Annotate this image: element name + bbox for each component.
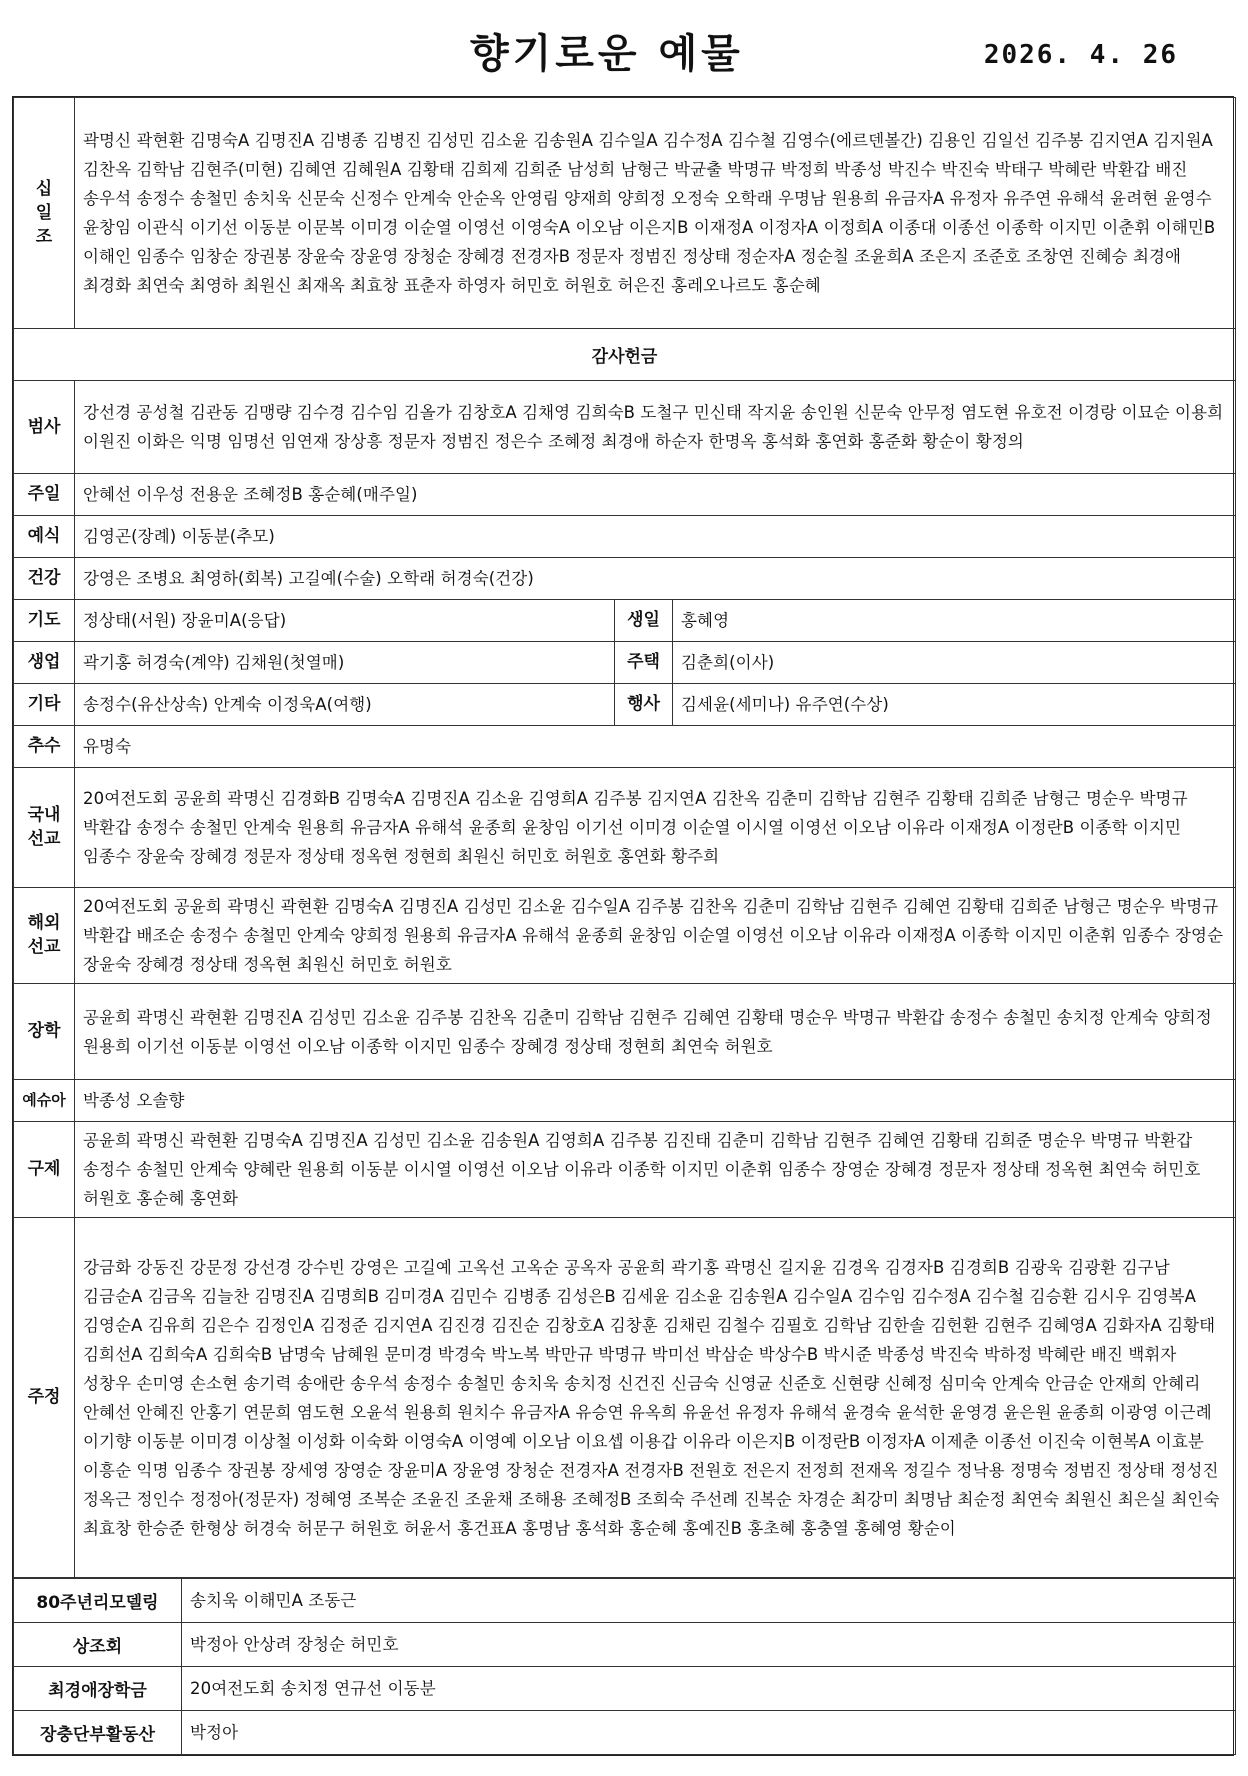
beopsa-row [14,381,1236,474]
juil-row [14,474,1236,516]
etc-names: 송정수(유산상속) 안계숙 이정욱A(여행) [75,684,615,726]
mutual-aid-label: 상조회 [14,1623,182,1667]
page-title: 향기로운 예물 [470,31,744,77]
resurrection-garden-names: 박정아 [182,1711,1236,1755]
overseas-mission-row [14,888,1236,984]
remodeling-label: 80주년리모델링 [14,1579,182,1623]
etc-label: 기타 [14,684,75,726]
regular-names: 강금화 강동진 강문정 강선경 강수빈 강영은 고길예 고옥선 고옥순 공옥자 공윤희 곽기홍 곽명신 길지윤 김경옥 김경자B 김경희B 김광욱 김광환 김구남 김금순A 김금옥 김늘찬 김명진A 김명희B 김미경A 김민수 김병종 김성은B 김세윤 김소윤 김송원A 김수일A 김수임 김수정A 김수철 김승환 김시우 김영복A 김영순A 김유희 김은수 김정인A 김정준 김지연A 김진경 김진순 김창호A 김창훈 김채린 김철수 김필호 김학남 김한솔 김헌환 김현주 김혜영A 김화자A 김황태 김희선A 김희숙A 김희숙B 남명숙 남혜원 문미경 박경숙 박노복 박만규 박명규 박미선 박삼순 박상수B 박시준 박종성 박진숙 박하정 박혜란 배진 백휘자 성창우 손미영 손소현 송기력 송애란 송우석 송정수 송철민 송치욱 송치정 신건진 신금숙 신영균 신준호 신현량 신혜정 심미숙 안계숙 안금순 안재희 안혜리 안혜선 안혜진 안홍기 연문희 염도현 오윤석 원용희 원치수 유금자A 유승연 유옥희 유윤선 유정자 유해석 윤경숙 윤석한 윤영경 윤은원 윤종희 이광영 이근례 이기향 이동분 이미경 이상철 이성화 이숙화 이영숙A 이영예 이오남 이요셉 이용갑 이유라 이은지B 이정란B 이정자A 이제춘 이종선 이진숙 이현복A 이효분 이흥순 익명 임종수 장권봉 장세영 장영순 장윤미A 장윤영 장청순 전경자A 전경자B 전원호 전은지 전정희 전재옥 정길수 정낙용 정명숙 정범진 정상태 정성진 정옥근 정인수 정정아(정문자) 정혜영 조복순 조윤진 조윤채 조해용 조혜정B 조희숙 주선례 진복순 차경순 최강미 최명남 최순정 최연숙 최원신 최은실 최인숙 최효창 한승준 한형상 허경숙 허문구 허원호 허윤서 홍건표A 홍명남 홍석화 홍순혜 홍예진B 홍초혜 홍충열 홍혜영 황순이 [75,1218,1236,1578]
business-housing-row [14,642,1236,684]
yesua-row [14,1080,1236,1122]
chusu-names: 유명숙 [75,726,1236,768]
page-date: 2026. 4. 26 [983,40,1178,70]
relief-label: 구제 [14,1122,75,1218]
remodeling-names: 송치욱 이해민A 조동근 [182,1579,1236,1623]
yesik-label: 예식 [14,516,75,558]
business-names: 곽기홍 허경숙(계약) 김채원(첫열매) [75,642,615,684]
overseas-mission-names: 20여전도회 공윤희 곽명신 곽현환 김명숙A 김명진A 김성민 김소윤 김수일A 김주봉 김찬옥 김춘미 김학남 김현주 김혜연 김황태 김희준 남형근 명순우 박명규 박환갑 배조순 송정수 송철민 안계숙 양희정 원용희 유금자A 유해석 윤종희 윤창임 이순열 이영선 이오남 이유라 이재정A 이종학 이지민 이춘휘 임종수 장영순 장윤숙 장혜경 정상태 정옥현 최원신 허민호 허원호 [75,888,1236,984]
domestic-mission-row [14,768,1236,888]
scholarship-label: 장학 [14,984,75,1080]
thanks-section-title: 감사헌금 [14,329,1236,381]
beopsa-names: 강선경 공성철 김관동 김맹량 김수경 김수임 김올가 김창호A 김채영 김희숙B 도철구 민신태 작지윤 송인원 신문숙 안무정 염도현 유호전 이경랑 이묘순 이용희 이원진 이화은 익명 임명선 임연재 장상흥 정문자 정범진 정은수 조혜정 최경애 하순자 한명옥 홍석화 홍연화 홍준화 황순이 황정의 [75,381,1236,474]
scholarship-names: 공윤희 곽명신 곽현환 김명진A 김성민 김소윤 김주봉 김찬옥 김춘미 김학남 김현주 김혜연 김황태 명순우 박명규 박환갑 송정수 송철민 송치정 안계숙 양희정 원용희 이기선 이동분 이영선 이오남 이종학 이지민 임종수 장혜경 정상태 정현희 최연숙 허원호 [75,984,1236,1080]
event-label: 행사 [615,684,673,726]
tithe-names: 곽명신 곽현환 김명숙A 김명진A 김병종 김병진 김성민 김소윤 김송원A 김수일A 김수정A 김수철 김영수(에르덴볼간) 김용인 김일선 김주봉 김지연A 김지원A 김찬옥 김학남 김현주(미현) 김혜연 김혜원A 김황태 김희제 김희준 남성희 남형근 박균출 박명규 박정희 박종성 박진수 박진숙 박태구 박혜란 박환갑 배진 송우석 송정수 송철민 송치욱 신문숙 신정수 안계숙 안순옥 안영림 양재희 양희정 오정숙 오학래 우명남 원용희 유금자A 유정자 유주연 유해석 윤려현 윤영수 윤창임 이관식 이기선 이동분 이문복 이미경 이순열 이영선 이영숙A 이오남 이은지B 이재정A 이정자A 이정희A 이종대 이종선 이종학 이지민 이춘휘 이해민B 이해인 임종수 임창순 장권봉 장윤숙 장윤영 장청순 장혜경 전경자B 정문자 정범진 정상태 정순자A 정순칠 조윤희A 조은지 조준호 조창연 진혜승 최경애 최경화 최연숙 최영하 최원신 최재옥 최효창 표춘자 하영자 허민호 허원호 허은진 홍레오나르도 홍순혜 [75,98,1236,329]
remodeling-row [14,1579,1236,1623]
tithe-label: 십일조 [35,178,53,247]
relief-names: 공윤희 곽명신 곽현환 김명숙A 김명진A 김성민 김소윤 김송원A 김영희A 김주봉 김진태 김춘미 김학남 김현주 김혜연 김황태 김희준 명순우 박명규 박환갑 송정수 송철민 안계숙 양혜란 원용희 이동분 이시열 이영선 이오남 이유라 이종학 이지민 이춘휘 임종수 장영순 장혜경 정문자 정상태 정옥현 최연숙 허민호 허원호 홍순혜 홍연화 [75,1122,1236,1218]
event-names: 김세윤(세미나) 유주연(수상) [673,684,1236,726]
beopsa-label: 범사 [14,381,75,474]
resurrection-garden-row [14,1711,1236,1755]
prayer-names: 정상태(서원) 장윤미A(응답) [75,600,615,642]
juil-label: 주일 [14,474,75,516]
business-label: 생업 [14,642,75,684]
etc-event-row [14,684,1236,726]
choi-scholarship-row [14,1667,1236,1711]
resurrection-garden-label: 장충단부활동산 [14,1711,182,1755]
prayer-birthday-row [14,600,1236,642]
domestic-mission-names: 20여전도회 공윤희 곽명신 김경화B 김명숙A 김명진A 김소윤 김영희A 김주봉 김지연A 김찬옥 김춘미 김학남 김현주 김황태 김희준 남형근 명순우 박명규 박환갑 송정수 송철민 안계숙 원용희 유금자A 유해석 윤종희 윤창임 이기선 이미경 이순열 이시열 이영선 이오남 이유라 이재정A 이정란B 이종학 이지민 임종수 장윤숙 장혜경 정문자 정상태 정옥현 정현희 최원신 허민호 허원호 홍연화 황주희 [75,768,1236,888]
yesik-names: 김영곤(장례) 이동분(추모) [75,516,1236,558]
tithe-row [14,98,1236,329]
juil-names: 안혜선 이우성 전용운 조혜정B 홍순혜(매주일) [75,474,1236,516]
special-funds-table [13,1578,1236,1755]
prayer-label: 기도 [14,600,75,642]
health-label: 건강 [14,558,75,600]
thanks-section-row [14,329,1236,381]
overseas-mission-label: 해외선교 [27,913,61,957]
choi-scholarship-label: 최경애장학금 [14,1667,182,1711]
chusu-label: 추수 [14,726,75,768]
health-row [14,558,1236,600]
birthday-label: 생일 [615,600,673,642]
page-header [0,22,1248,80]
choi-scholarship-names: 20여전도회 송치정 연규선 이동분 [182,1667,1236,1711]
relief-row [14,1122,1236,1218]
regular-label: 주정 [14,1218,75,1578]
offering-table [13,97,1236,1578]
domestic-mission-label-cell [14,768,75,888]
mutual-aid-names: 박정아 안상려 장청순 허민호 [182,1623,1236,1667]
regular-row [14,1218,1236,1578]
overseas-mission-label-cell [14,888,75,984]
yesua-label: 예슈아 [14,1080,75,1122]
scholarship-row [14,984,1236,1080]
birthday-names: 홍혜영 [673,600,1236,642]
housing-names: 김춘희(이사) [673,642,1236,684]
yesik-row [14,516,1236,558]
offering-sheet [12,96,1234,1756]
domestic-mission-label: 국내선교 [27,805,61,849]
health-names: 강영은 조병요 최영하(회복) 고길예(수술) 오학래 허경숙(건강) [75,558,1236,600]
mutual-aid-row [14,1623,1236,1667]
chusu-row [14,726,1236,768]
tithe-label-cell [14,98,75,329]
yesua-names: 박종성 오솔향 [75,1080,1236,1122]
housing-label: 주택 [615,642,673,684]
